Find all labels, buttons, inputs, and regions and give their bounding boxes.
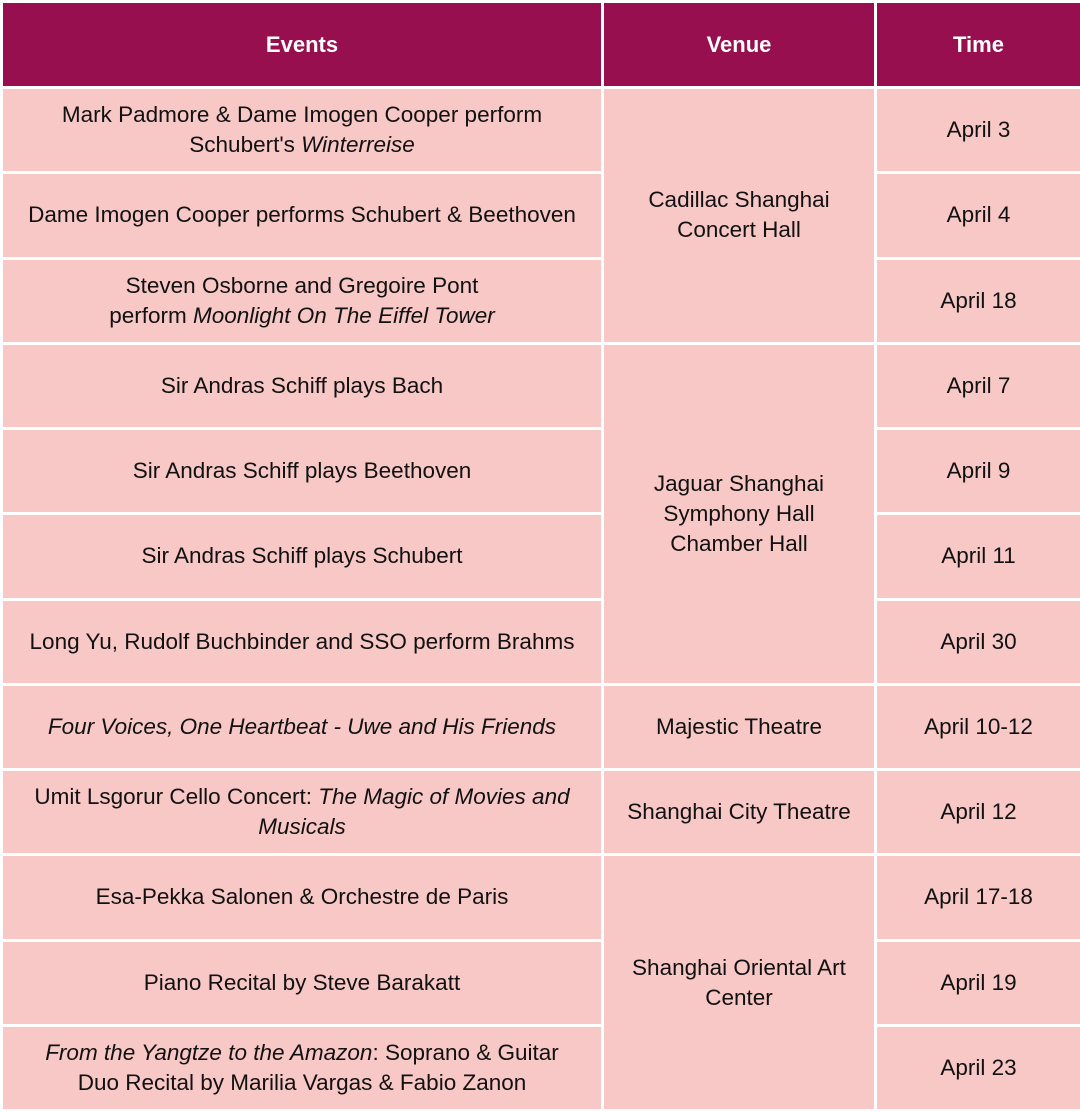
time-cell: April 11 — [876, 514, 1080, 599]
event-cell: Piano Recital by Steve Barakatt — [2, 940, 603, 1025]
event-cell — [2, 258, 603, 343]
venue-line: Center — [705, 984, 773, 1010]
time-cell: April 19 — [876, 940, 1080, 1025]
table-row — [2, 258, 1080, 343]
event-line: Steven Osborne and Gregoire Pont — [125, 272, 479, 298]
event-title-italic: Moonlight On The Eiffel Tower — [192, 302, 495, 328]
table-row — [2, 173, 1080, 258]
table-row — [2, 599, 1080, 684]
header-time: Time — [876, 2, 1080, 88]
event-line: Duo Recital by Marilia Vargas & Fabio Zanon — [77, 1069, 527, 1095]
event-title-italic: From the Yangtze to the Amazon — [45, 1039, 373, 1065]
event-line — [9, 301, 595, 331]
event-cell: Long Yu, Rudolf Buchbinder and SSO perform Brahms — [2, 599, 603, 684]
venue-cell-jaguar — [603, 343, 876, 684]
table-row — [2, 855, 1080, 940]
time-cell: April 17-18 — [876, 855, 1080, 940]
venue-cell-oriental — [603, 855, 876, 1111]
event-text: perform — [109, 302, 193, 328]
table-row — [2, 1025, 1080, 1110]
event-cell: Dame Imogen Cooper performs Schubert & Beethoven — [2, 173, 603, 258]
table-row — [2, 514, 1080, 599]
time-cell: April 30 — [876, 599, 1080, 684]
venue-cell-cadillac — [603, 88, 876, 344]
event-title-italic: The Magic of Movies and — [318, 784, 570, 810]
event-cell — [2, 1025, 603, 1110]
table-row — [2, 88, 1080, 173]
event-line: Mark Padmore & Dame Imogen Cooper perform — [61, 102, 543, 128]
venue-line: Jaguar Shanghai — [653, 470, 825, 496]
event-cell: Sir Andras Schiff plays Bach — [2, 343, 603, 428]
time-cell: April 4 — [876, 173, 1080, 258]
header-events: Events — [2, 2, 603, 88]
table-row — [2, 940, 1080, 1025]
time-cell: April 12 — [876, 770, 1080, 855]
time-cell: April 7 — [876, 343, 1080, 428]
venue-line: Shanghai Oriental Art — [632, 954, 846, 980]
event-text: : Soprano & Guitar — [372, 1039, 559, 1065]
event-cell: Sir Andras Schiff plays Beethoven — [2, 429, 603, 514]
venue-cell-majestic: Majestic Theatre — [603, 684, 876, 769]
venue-line: Cadillac Shanghai — [648, 187, 830, 213]
event-cell — [2, 88, 603, 173]
table-row — [2, 429, 1080, 514]
event-cell: Sir Andras Schiff plays Schubert — [2, 514, 603, 599]
event-text: Umit Lsgorur Cello Concert: — [34, 784, 319, 810]
event-text: Schubert's — [189, 132, 302, 158]
time-cell: April 18 — [876, 258, 1080, 343]
header-row — [2, 2, 1080, 88]
table-row — [2, 684, 1080, 769]
event-line — [9, 130, 595, 160]
event-title-italic: Winterreise — [301, 132, 415, 158]
time-cell: April 3 — [876, 88, 1080, 173]
venue-line: Concert Hall — [677, 217, 801, 243]
event-title-italic: Musicals — [258, 814, 346, 840]
venue-line: Symphony Hall — [663, 500, 815, 526]
time-cell: April 23 — [876, 1025, 1080, 1110]
table-row — [2, 343, 1080, 428]
event-cell: Esa-Pekka Salonen & Orchestre de Paris — [2, 855, 603, 940]
venue-line: Chamber Hall — [670, 530, 808, 556]
table-row — [2, 770, 1080, 855]
event-cell — [2, 770, 603, 855]
time-cell: April 9 — [876, 429, 1080, 514]
time-cell: April 10-12 — [876, 684, 1080, 769]
venue-cell-city: Shanghai City Theatre — [603, 770, 876, 855]
header-venue: Venue — [603, 2, 876, 88]
event-cell: Four Voices, One Heartbeat - Uwe and His Friends — [2, 684, 603, 769]
event-line — [9, 782, 595, 812]
event-line — [9, 1038, 595, 1068]
